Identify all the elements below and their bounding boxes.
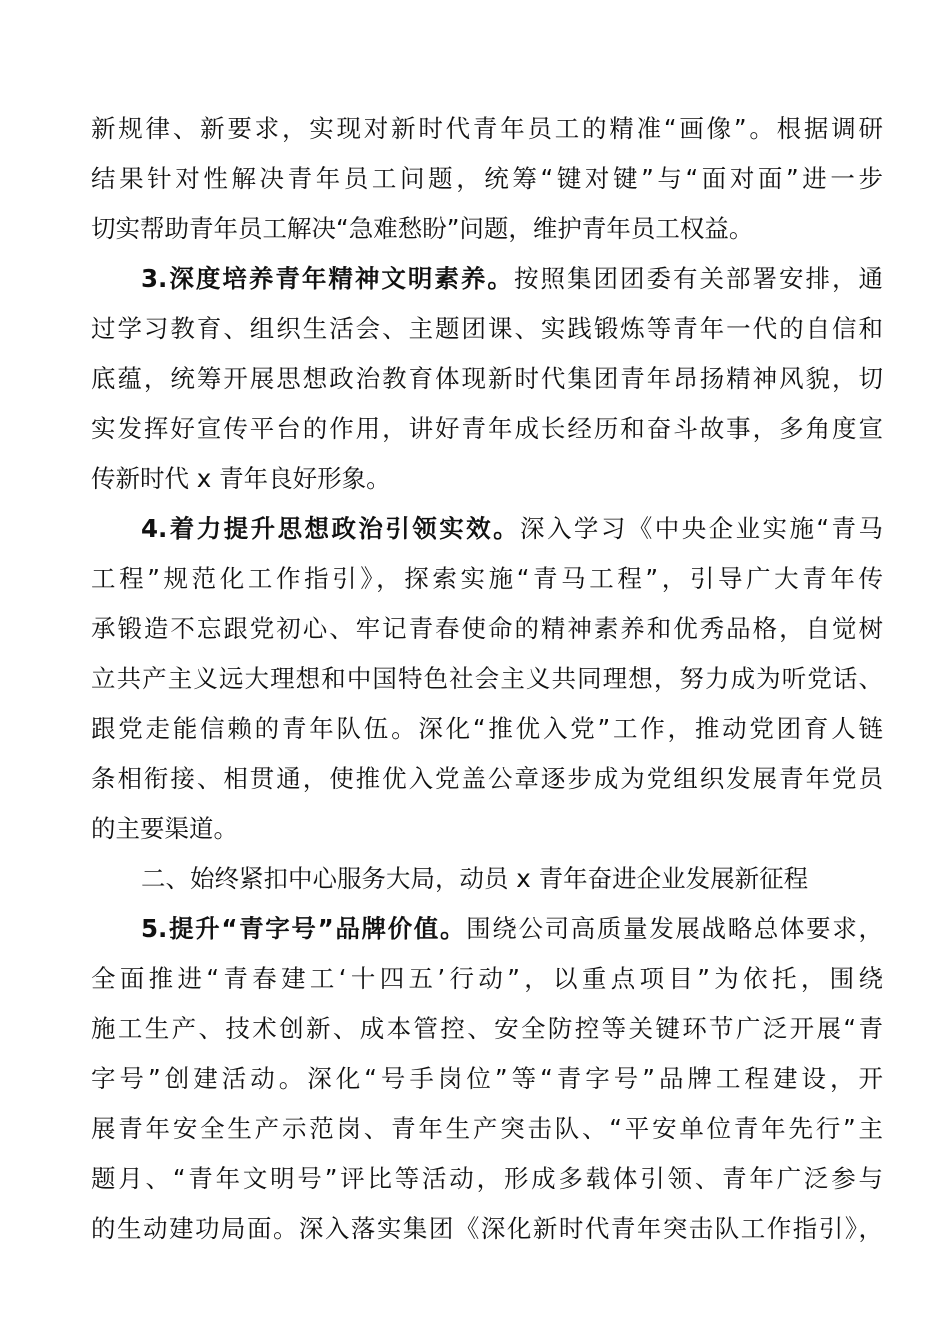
paragraph-line: 的主要渠道。 (91, 814, 238, 843)
section-4-heading: 4.着力提升思想政治引领实效。 (141, 514, 521, 543)
paragraph-line: 的生动建功局面。深入落实集团《深化新时代青年突击队工作指引》， (91, 1214, 883, 1243)
paragraph-line: 跟党走能信赖的青年队伍。深化“推优入党”工作，推动党团育人链 (91, 714, 883, 743)
chapter-heading: 二、始终紧扣中心服务大局，动员 x 青年奋进企业发展新征程 (141, 864, 809, 893)
section-5-heading: 5.提升“青字号”品牌价值。 (141, 914, 467, 943)
paragraph-line: 工程”规范化工作指引》，探索实施“青马工程”，引导广大青年传 (91, 564, 883, 593)
paragraph-line: 字号”创建活动。深化“号手岗位”等“青字号”品牌工程建设，开 (91, 1064, 883, 1093)
paragraph-line: 新规律、新要求，实现对新时代青年员工的精准“画像”。根据调研 (91, 114, 883, 143)
section-3-heading: 3.深度培养青年精神文明素养。 (141, 264, 514, 293)
paragraph-line: 传新时代 x 青年良好形象。 (91, 464, 391, 493)
paragraph-line: 题月、“青年文明号”评比等活动，形成多载体引领、青年广泛参与 (91, 1164, 883, 1193)
paragraph-line: 条相衔接、相贯通，使推优入党盖公章逐步成为党组织发展青年党员 (91, 764, 883, 793)
section-5-first-line: 5.提升“青字号”品牌价值。围绕公司高质量发展战略总体要求， (141, 914, 884, 943)
paragraph-line: 展青年安全生产示范岗、青年生产突击队、“平安单位青年先行”主 (91, 1114, 883, 1143)
paragraph-line: 全面推进“青春建工‘十四五’行动”，以重点项目”为依托，围绕 (91, 964, 883, 993)
paragraph-line: 实发挥好宣传平台的作用，讲好青年成长经历和奋斗故事，多角度宣 (91, 414, 883, 443)
paragraph-line: 立共产主义远大理想和中国特色社会主义共同理想，努力成为听党话、 (91, 664, 883, 693)
paragraph-line: 过学习教育、组织生活会、主题团课、实践锻炼等青年一代的自信和 (91, 314, 883, 343)
paragraph-line: 底蕴，统筹开展思想政治教育体现新时代集团青年昂扬精神风貌，切 (91, 364, 883, 393)
section-4-first-line: 4.着力提升思想政治引领实效。深入学习《中央企业实施“青马 (141, 514, 883, 543)
paragraph-line: 切实帮助青年员工解决“急难愁盼”问题，维护青年员工权益。 (91, 214, 754, 243)
section-3-first-line: 3.深度培养青年精神文明素养。按照集团团委有关部署安排，通 (141, 264, 884, 293)
paragraph-line: 施工生产、技术创新、成本管控、安全防控等关键环节广泛开展“青 (91, 1014, 883, 1043)
paragraph-line: 承锻造不忘跟党初心、牢记青春使命的精神素养和优秀品格，自觉树 (91, 614, 883, 643)
paragraph-line: 结果针对性解决青年员工问题，统筹“键对键”与“面对面”进一步 (91, 164, 883, 193)
